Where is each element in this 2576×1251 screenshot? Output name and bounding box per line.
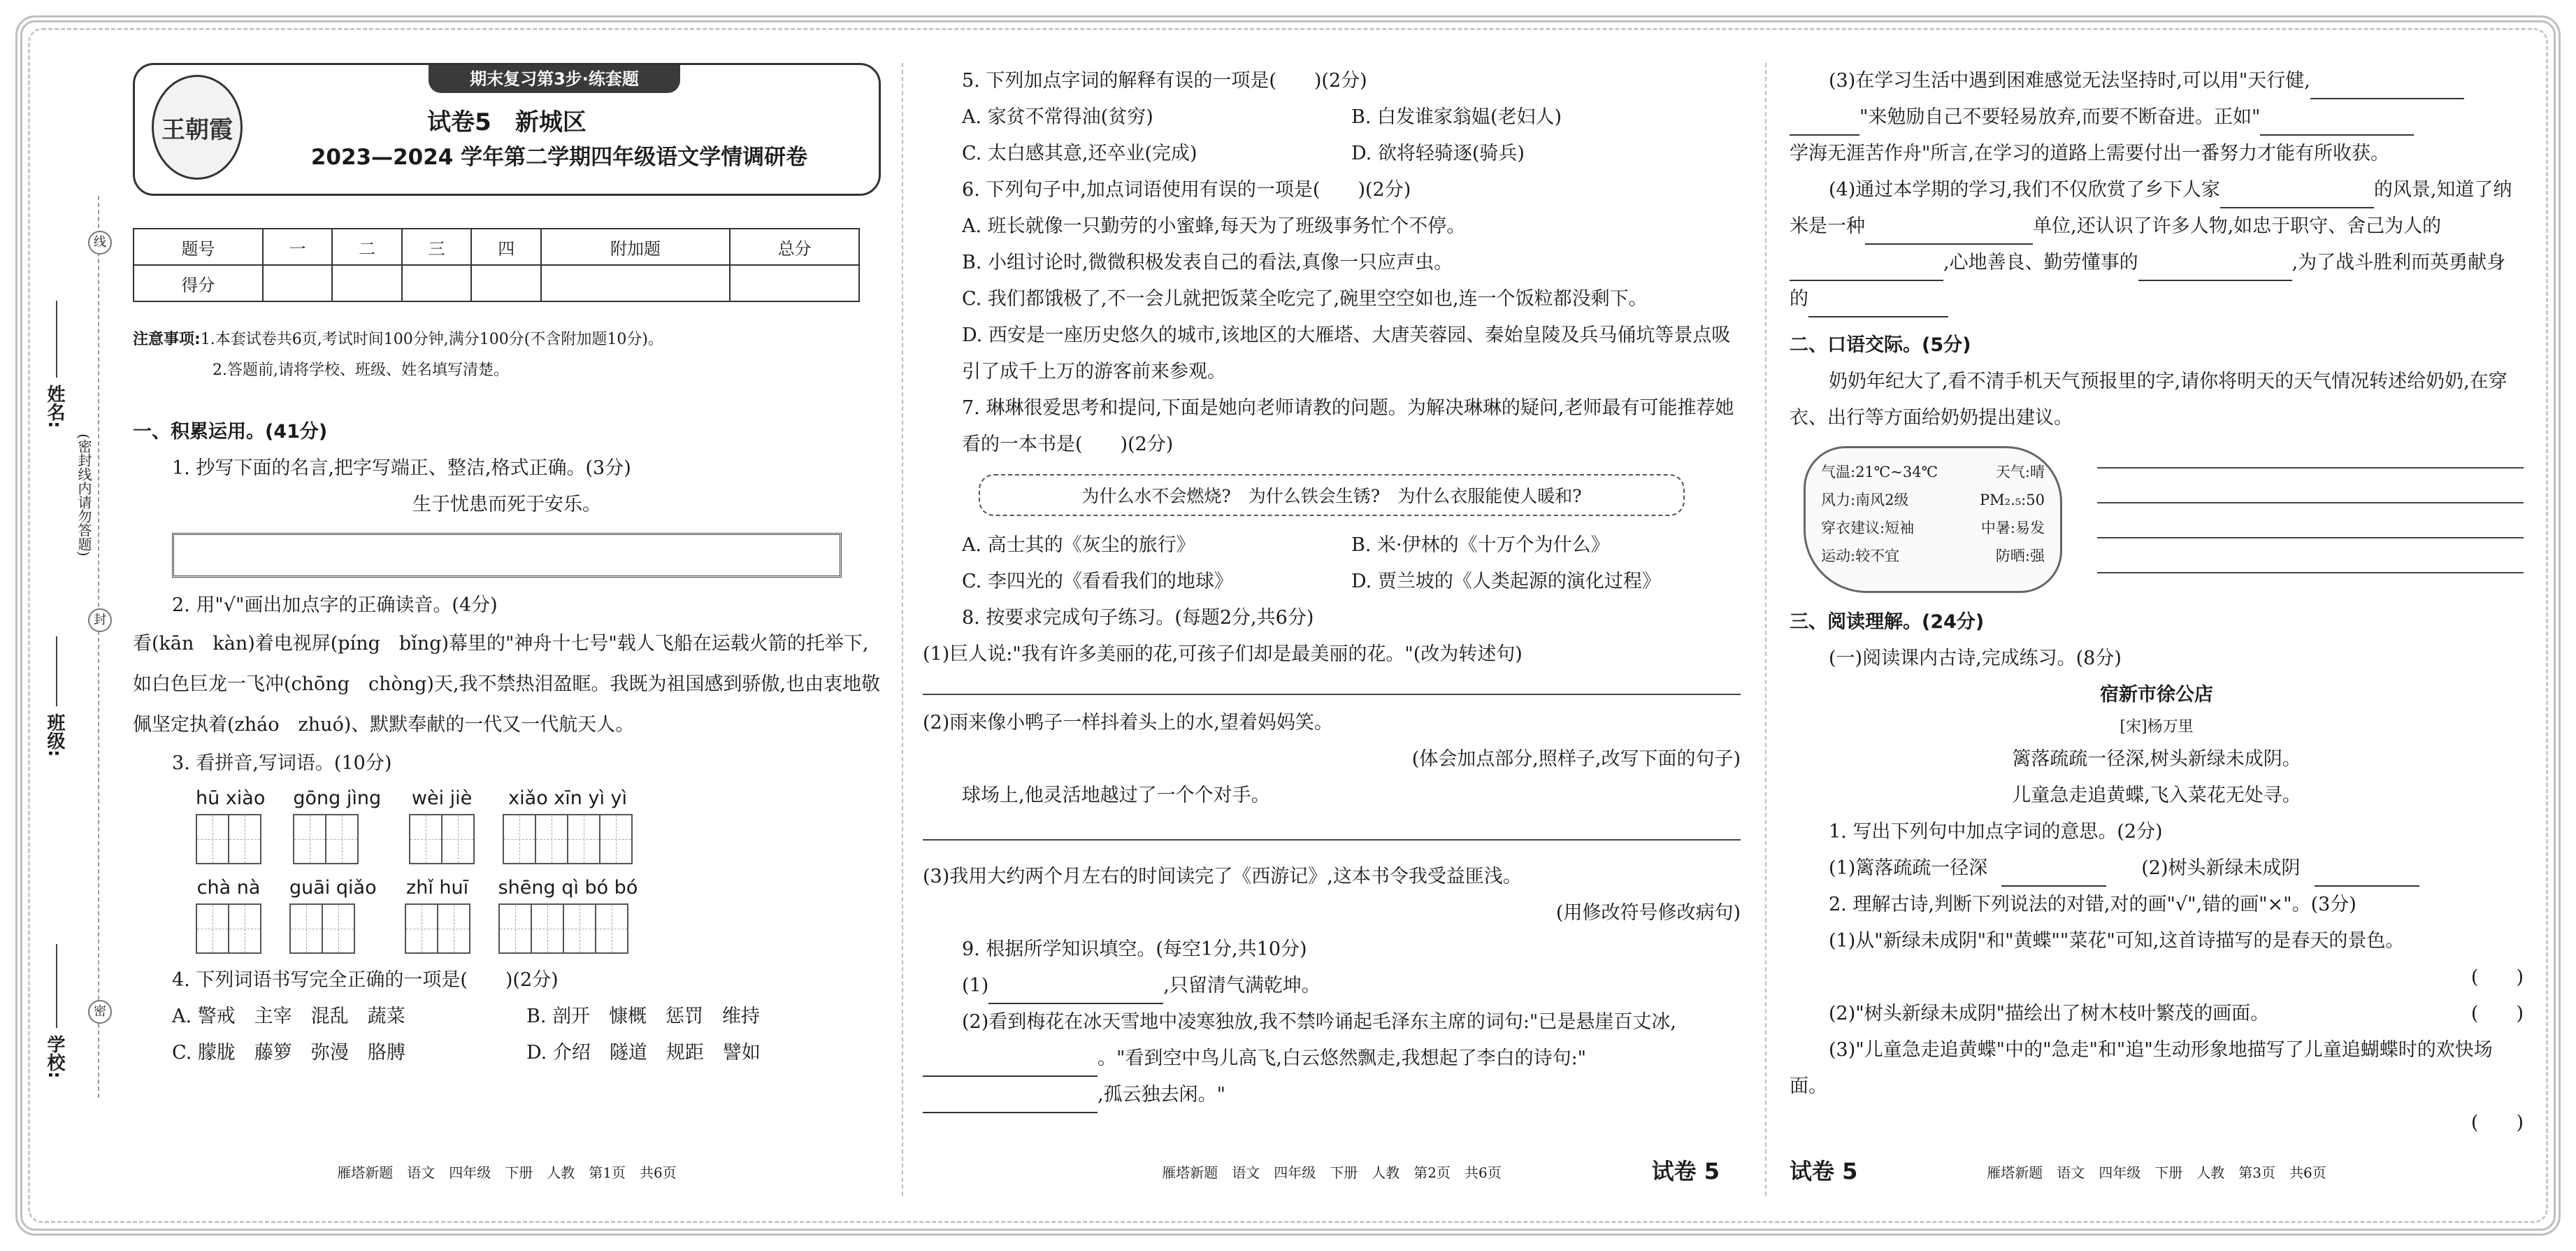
char-cell[interactable] (322, 903, 355, 954)
weather-block (1790, 446, 2524, 600)
option-b[interactable]: B. 小组讨论时,微微积极发表自己的看法,真像一只应声虫。 (962, 252, 1453, 273)
question-1: 1. 抄写下面的名言,把字写端正、整洁,格式正确。(3分) (172, 457, 631, 479)
exam-header (133, 63, 881, 196)
question-2: 2. 用"√"画出加点字的正确读音。(4分) (172, 594, 498, 616)
question-8-2: (2)雨来像小鸭子一样抖着头上的水,望着妈妈笑。 (923, 712, 1333, 734)
page-divider-1 (902, 63, 903, 1196)
poem-author: [宋]杨万里 (2120, 718, 2194, 736)
question-8-1: (1)巨人说:"我有许多美丽的花,可孩子们却是最美丽的花。"(改为转述句) (923, 643, 1523, 665)
pinyin-label: chà nà (196, 877, 261, 899)
char-cell[interactable] (595, 903, 628, 954)
question-9-1 (923, 968, 1741, 1004)
blank[interactable] (1790, 255, 1943, 281)
note-line-1: 1.本套试卷共6页,考试时间100分钟,满分100分(不含附加题10分)。 (200, 331, 663, 348)
word-group (498, 877, 638, 954)
question-9-3-text: (3)在学习生活中遇到困难感觉无法坚持时,可以用"天行健, (1829, 70, 2310, 92)
weather-heatstroke: 中暑:易发 (1980, 520, 2045, 536)
question-8-2-requirement: (体会加点部分,照样子,改写下面的句子) (1411, 748, 1741, 770)
question-7-options (923, 527, 1741, 600)
judgement-1-answer[interactable]: ( ) (2470, 966, 2524, 988)
char-cell[interactable] (405, 903, 438, 954)
blank[interactable] (2260, 109, 2414, 136)
pinyin-row-1 (196, 787, 881, 864)
reading-question-1-1: (1)篱落疏疏一径深 (1829, 857, 1988, 879)
option-d[interactable]: D. 贾兰坡的《人类起源的演化过程》 (1351, 571, 1661, 592)
seal-line (98, 196, 99, 1098)
score-cell[interactable] (730, 265, 859, 301)
pinyin-label: gōng jìng (293, 787, 382, 809)
word-group (196, 787, 265, 864)
note-line-2: 2.答题前,请将学校、班级、姓名填写清楚。 (213, 362, 509, 379)
score-header: 二 (332, 229, 402, 265)
option-c[interactable]: C. 我们都饿极了,不一会儿就把饭菜全吃完了,碗里空空如也,连一个饭粒都没剩下。 (962, 288, 1648, 310)
char-cell[interactable] (441, 814, 475, 864)
weather-sport: 运动:较不宜 (1821, 548, 1900, 564)
answer-line[interactable] (923, 694, 1741, 695)
pinyin-label: shēng qì bó bó (498, 877, 638, 899)
section-3-heading: 三、阅读理解。(24分) (1790, 611, 1985, 633)
exam-number-label: 试卷 5 (1651, 1158, 1720, 1185)
score-table (133, 228, 860, 302)
question-9-4-text-d: ,心地善良、勤劳懂事的 (1943, 252, 2138, 273)
exam-title: 试卷5 新城区 (427, 108, 587, 136)
page-2-footer: 雁塔新题 语文 四年级 下册 人教 第2页 共6页 (1162, 1164, 1502, 1181)
blank[interactable] (923, 1087, 1098, 1113)
question-9-3-text-b: "来勉励自己不要轻易放弃,而要不断奋进。正如" (1859, 106, 2261, 128)
word-group (409, 787, 475, 864)
school-field[interactable] (56, 944, 57, 1028)
score-cell[interactable] (471, 265, 541, 301)
pinyin-row-2 (196, 877, 881, 954)
char-cell[interactable] (599, 814, 633, 864)
section-1-heading: 一、积累运用。(41分) (133, 421, 328, 443)
question-9-3-text-c: 学海无涯苦作舟"所言,在学习的道路上需要付出一番努力才能有所收获。 (1790, 143, 2390, 164)
class-label: 班级: (44, 713, 65, 757)
char-cell[interactable] (409, 814, 442, 864)
char-cell[interactable] (228, 814, 261, 864)
blank[interactable] (2310, 73, 2464, 99)
question-9-4-text: (4)通过本学期的学习,我们不仅欣赏了乡下人家 (1829, 179, 2220, 201)
school-label: 学校: (44, 1035, 65, 1079)
option-c[interactable]: C. 太白感其意,还卒业(完成) (962, 143, 1197, 164)
question-9-4 (1790, 172, 2524, 317)
question-9-3 (1790, 63, 2524, 172)
option-a[interactable]: A. 高士其的《灰尘的旅行》 (962, 534, 1195, 556)
pinyin-label: guāi qiǎo (289, 877, 377, 899)
blank[interactable] (2138, 255, 2292, 281)
copy-answer-box[interactable] (172, 533, 842, 578)
question-9: 9. 根据所学知识填空。(每空1分,共10分) (962, 938, 1307, 960)
judgement-1: (1)从"新绿未成阴"和"黄蝶""菜花"可知,这首诗描写的是春天的景色。 (1829, 930, 2405, 952)
answer-line[interactable] (2097, 572, 2524, 573)
option-c[interactable]: C. 李四光的《看看我们的地球》 (962, 571, 1233, 592)
option-c[interactable]: C. 朦胧 藤箩 弥漫 胳膊 (172, 1042, 405, 1064)
page-2 (923, 63, 1741, 1185)
char-cell[interactable] (563, 903, 596, 954)
char-cell[interactable] (196, 903, 229, 954)
poem-title: 宿新市徐公店 (2100, 684, 2213, 706)
score-row (134, 265, 859, 301)
question-8-2-sentence: 球场上,他灵活地越过了一个个对手。 (962, 785, 1270, 806)
page-3 (1790, 63, 2524, 1185)
score-header: 四 (471, 229, 541, 265)
answer-line[interactable] (2097, 467, 2524, 469)
char-cell[interactable] (437, 903, 470, 954)
option-d[interactable]: D. 西安是一座历史悠久的城市,该地区的大雁塔、大唐芙蓉园、秦始皇陵及兵马俑坑等景点吸引了成千上万的游客前来参观。 (962, 324, 1731, 383)
question-1-quote: 生于忧患而死于安乐。 (412, 494, 601, 515)
option-a[interactable]: A. 警戒 主宰 混乱 蔬菜 (172, 1006, 405, 1027)
weather-card (1804, 446, 2062, 593)
score-cell[interactable] (541, 265, 730, 301)
page-divider-2 (1765, 63, 1766, 1196)
score-header: 附加题 (541, 229, 730, 265)
option-b[interactable]: B. 米·伊林的《十万个为什么》 (1351, 534, 1610, 556)
char-cell[interactable] (503, 814, 536, 864)
pinyin-label: hū xiào (196, 787, 266, 809)
blank[interactable] (1865, 218, 2033, 245)
page-1-footer: 雁塔新题 语文 四年级 下册 人教 第1页 共6页 (337, 1164, 677, 1181)
word-group (289, 877, 377, 954)
option-b[interactable]: B. 剖开 慷概 惩罚 维持 (526, 1006, 761, 1027)
reading-1-heading: (一)阅读课内古诗,完成练习。(8分) (1829, 648, 2122, 669)
question-8: 8. 按要求完成句子练习。(每题2分,共6分) (962, 607, 1314, 629)
question-5: 5. 下列加点字词的解释有误的一项是( )(2分) (962, 70, 1367, 92)
question-9-4-text-e: ,为了战斗胜利而英勇献身的 (1790, 252, 2506, 310)
blank[interactable] (1790, 109, 1859, 136)
question-9-1-suffix: ,只留清气满乾坤。 (1163, 975, 1321, 996)
score-header-row (134, 229, 859, 265)
section-2-heading: 二、口语交际。(5分) (1790, 334, 1971, 356)
reading-question-1: 1. 写出下列句中加点字词的意思。(2分) (1829, 821, 2163, 843)
blank[interactable] (2001, 860, 2106, 887)
question-4-options (133, 999, 881, 1071)
score-header: 一 (263, 229, 333, 265)
score-cell[interactable] (263, 265, 333, 301)
option-a[interactable]: A. 班长就像一只勤劳的小蜜蜂,每天为了班级事务忙个不停。 (962, 215, 1466, 237)
pinyin-label: wèi jiè (411, 787, 473, 809)
word-group (405, 877, 470, 954)
pinyin-label: zhǐ huī (406, 877, 469, 899)
option-d[interactable]: D. 欲将轻骑逐(骑兵) (1351, 143, 1525, 164)
score-header: 三 (402, 229, 472, 265)
weather-wind: 风力:南风2级 (1821, 492, 1909, 508)
seal-mark-line: 线 (88, 231, 112, 255)
weather-clothing: 穿衣建议:短袖 (1821, 520, 1915, 536)
question-3: 3. 看拼音,写词语。(10分) (172, 752, 392, 774)
answer-line[interactable] (923, 839, 1741, 841)
name-label: 姓名: (44, 385, 65, 429)
question-9-2-text-b: 。"看到空中鸟儿高飞,白云悠然飘走,我想起了李白的诗句:" (1098, 1048, 1587, 1069)
option-b[interactable]: B. 白发谁家翁媪(老妇人) (1351, 106, 1562, 128)
char-cell[interactable] (567, 814, 600, 864)
class-field[interactable] (56, 636, 57, 706)
section-2-prompt: 奶奶年纪大了,看不清手机天气预报里的字,请你将明天的天气情况转述给奶奶,在穿衣、出行等方面给奶奶提出建议。 (1790, 371, 2507, 429)
blank[interactable] (988, 978, 1163, 1004)
poem-line-2: 儿童急走追黄蝶,飞入菜花无处寻。 (2012, 785, 2301, 806)
seal-mark-secret: 密 (88, 1000, 112, 1024)
option-a[interactable]: A. 家贫不常得油(贫穷) (962, 106, 1153, 128)
reading-question-1-items (1790, 850, 2524, 887)
exam-number-label: 试卷 5 (1790, 1158, 1858, 1185)
question-5-options (923, 99, 1741, 172)
char-cell[interactable] (196, 814, 229, 864)
question-8-3: (3)我用大约两个月左右的时间读完了《西游记》,这本书令我受益匪浅。 (923, 866, 1522, 887)
pinyin-label: xiǎo xīn yì yì (508, 787, 628, 809)
char-cell[interactable] (535, 814, 568, 864)
question-9-4-text-c: 单位,还认识了许多人物,如忠于职守、舍己为人的 (2033, 215, 2442, 237)
judgement-2-text: (2)"树头新绿未成阴"描绘出了树木枝叶繁茂的画面。 (1829, 1003, 2270, 1024)
char-cell[interactable] (325, 814, 359, 864)
word-group (503, 787, 633, 864)
question-7: 7. 琳琳很爱思考和提问,下面是她向老师请教的问题。为解决琳琳的疑问,老师最有可能推荐她看的一本书是( )(2分) (962, 397, 1734, 455)
blank[interactable] (1808, 291, 1948, 317)
option-d[interactable]: D. 介绍 隧道 规距 譬如 (526, 1042, 761, 1064)
question-9-2-text-c: ,孤云独去闲。" (1098, 1084, 1226, 1106)
reading-question-1-2: (2)树头新绿未成阴 (2141, 857, 2301, 879)
question-8-3-requirement: (用修改符号修改病句) (1555, 902, 1741, 924)
question-9-2 (923, 1004, 1741, 1113)
question-9-1-prefix: (1) (962, 975, 989, 996)
answer-line[interactable] (2097, 502, 2524, 503)
blank[interactable] (2315, 860, 2419, 887)
poem-line-1: 篱落疏疏一径深,树头新绿未成阴。 (2012, 748, 2301, 770)
page-3-footer: 雁塔新题 语文 四年级 下册 人教 第3页 共6页 (1987, 1164, 2326, 1181)
word-group (196, 877, 261, 954)
weather-pm: PM₂.₅:50 (1980, 492, 2045, 508)
judgement-3: (3)"儿童急走追黄蝶"中的"急走"和"追"生动形象地描写了儿童追蝴蝶时的欢快场面。 (1790, 1039, 2493, 1097)
question-6: 6. 下列句子中,加点词语使用有误的一项是( )(2分) (962, 179, 1411, 201)
notes-label: 注意事项: (133, 331, 201, 348)
judgement-2 (1790, 996, 2524, 1032)
name-field[interactable] (56, 301, 57, 378)
char-cell[interactable] (289, 903, 323, 954)
word-group (293, 787, 381, 864)
question-9-2-text: (2)看到梅花在冰天雪地中凌寒独放,我不禁吟诵起毛泽东主席的词句:"已是悬崖百丈冰, (962, 1011, 1676, 1033)
reading-question-2: 2. 理解古诗,判断下列说法的对错,对的画"√",错的画"×"。(3分) (1829, 894, 2356, 915)
exam-notes (133, 324, 881, 386)
judgement-3-answer[interactable]: ( ) (2470, 1112, 2524, 1134)
weather-sky: 天气:晴 (1995, 464, 2045, 480)
weather-sunscreen: 防晒:强 (1995, 548, 2045, 564)
score-header: 题号 (134, 229, 263, 265)
answer-line[interactable] (2097, 537, 2524, 538)
question-9-4-text-b: 的风景,知道了纳米是一种 (1790, 179, 2512, 237)
score-row-label: 得分 (134, 265, 263, 301)
logo-text: 王朝霞 (161, 115, 233, 144)
page-1 (133, 63, 881, 1182)
char-cell[interactable] (498, 903, 532, 954)
exam-subtitle: 2023—2024 学年第二学期四年级语文学情调研卷 (310, 145, 808, 170)
binding-strip (42, 196, 119, 1098)
judgement-2-answer[interactable]: ( ) (2470, 1003, 2524, 1024)
seal-mark-seal: 封 (88, 608, 112, 632)
blank[interactable] (2220, 182, 2374, 208)
question-7-box: 为什么水不会燃烧? 为什么铁会生锈? 为什么衣服能使人暖和? (979, 474, 1685, 516)
question-2-paragraph: 看(kān kàn)着电视屏(píng bǐng)幕里的"神舟十七号"载人飞船在运载火箭的托举下,如白色巨龙一飞冲(chōng chòng)天,我不禁热泪盈眶。我既为祖国感到骄傲,也由衷地敬佩坚定执着(zháo zhuó)、默默奉献的一代又一代航天人。 (133, 633, 881, 736)
char-cell[interactable] (228, 903, 261, 954)
char-cell[interactable] (531, 903, 564, 954)
score-cell[interactable] (332, 265, 402, 301)
weather-temp: 气温:21℃~34℃ (1821, 464, 1938, 480)
score-cell[interactable] (402, 265, 472, 301)
char-cell[interactable] (293, 814, 326, 864)
blank[interactable] (923, 1050, 1098, 1077)
question-4: 4. 下列词语书写完全正确的一项是( )(2分) (172, 969, 559, 991)
seal-note: (密封线内请勿答题) (75, 434, 92, 557)
review-tag: 期末复习第3步·练套题 (429, 65, 680, 93)
score-header: 总分 (730, 229, 859, 265)
